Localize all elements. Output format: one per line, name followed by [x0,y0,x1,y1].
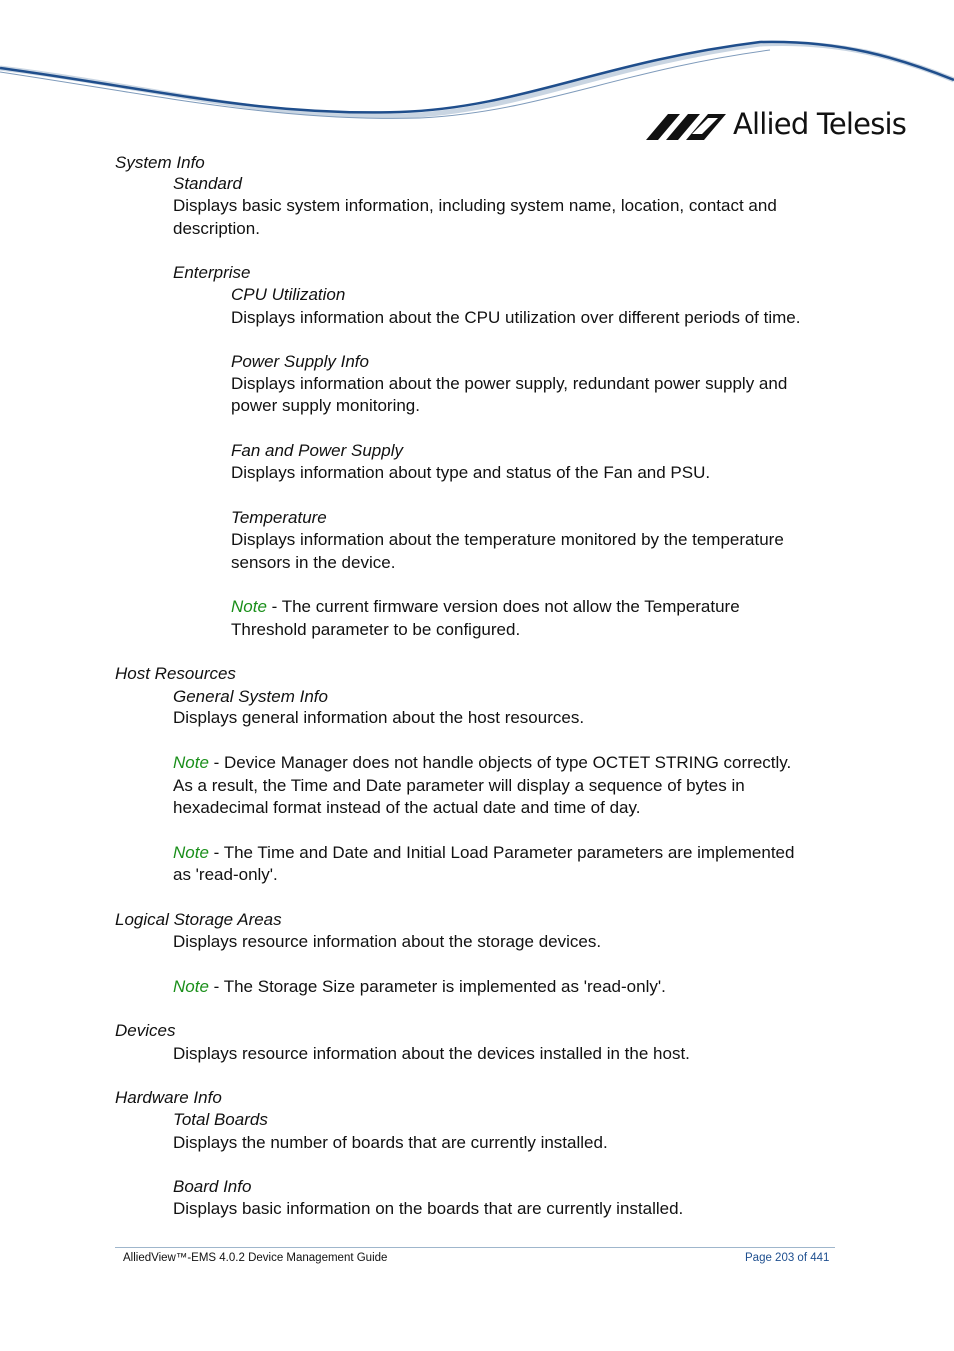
section-heading: CPU Utilization [231,285,346,304]
note-text: - The Storage Size parameter is implemented as 'read-only'. [208,977,666,996]
body-text: Displays information about the CPU utilization over different periods of time. [231,308,801,327]
body-text: Displays the number of boards that are currently installed. [173,1133,608,1152]
body-text: Displays information about the temperature monitored by the temperature [231,530,784,549]
section-heading: Fan and Power Supply [231,441,403,460]
body-text: sensors in the device. [231,553,396,572]
note-text: - Device Manager does not handle objects of type OCTET STRING correctly. [208,753,792,772]
section-heading: Temperature [231,508,327,527]
note-label: Note [231,597,267,616]
section-heading: Host Resources [115,664,236,683]
section-heading: Board Info [173,1177,252,1196]
body-text: hexadecimal format instead of the actual date and time of day. [173,798,641,817]
note-label: Note [173,753,209,772]
footer-guide-title: AlliedView™-EMS 4.0.2 Device Management Guide [123,1252,388,1264]
section-heading: Standard [173,174,242,193]
body-text: Displays resource information about the devices installed in the host. [173,1044,690,1063]
logo-text: Allied Telesis [733,107,907,141]
footer-divider [115,1247,835,1248]
body-text: Threshold parameter to be configured. [231,620,521,639]
body-text: power supply monitoring. [231,396,420,415]
note-paragraph [173,842,794,864]
footer-page-number: Page 203 of 441 [745,1252,830,1264]
body-text: As a result, the Time and Date parameter will display a sequence of bytes in [173,776,745,795]
section-heading: System Info [115,153,205,172]
section-heading: Enterprise [173,263,251,282]
body-text: description. [173,219,260,238]
body-text: as 'read-only'. [173,865,278,884]
section-heading: Logical Storage Areas [115,910,282,929]
section-heading: Total Boards [173,1110,268,1129]
body-text: Displays general information about the host resources. [173,708,585,727]
logo-mark-icon [646,112,728,142]
section-heading: Power Supply Info [231,352,369,371]
body-text: Displays resource information about the storage devices. [173,932,602,951]
body-text: Displays basic information on the boards that are currently installed. [173,1199,684,1218]
section-heading: Devices [115,1021,176,1040]
note-paragraph [173,752,791,774]
allied-telesis-logo [646,107,907,146]
body-text: Displays basic system information, including system name, location, contact and [173,196,777,215]
section-heading: General System Info [173,687,328,706]
note-label: Note [173,977,209,996]
body-text: Displays information about type and status of the Fan and PSU. [231,463,711,482]
note-label: Note [173,843,209,862]
note-paragraph [173,976,666,998]
note-text: - The Time and Date and Initial Load Parameter parameters are implemented [208,843,795,862]
note-text: - The current firmware version does not allow the Temperature [266,597,740,616]
section-heading: Hardware Info [115,1088,222,1107]
note-paragraph [231,596,740,618]
body-text: Displays information about the power supply, redundant power supply and [231,374,788,393]
